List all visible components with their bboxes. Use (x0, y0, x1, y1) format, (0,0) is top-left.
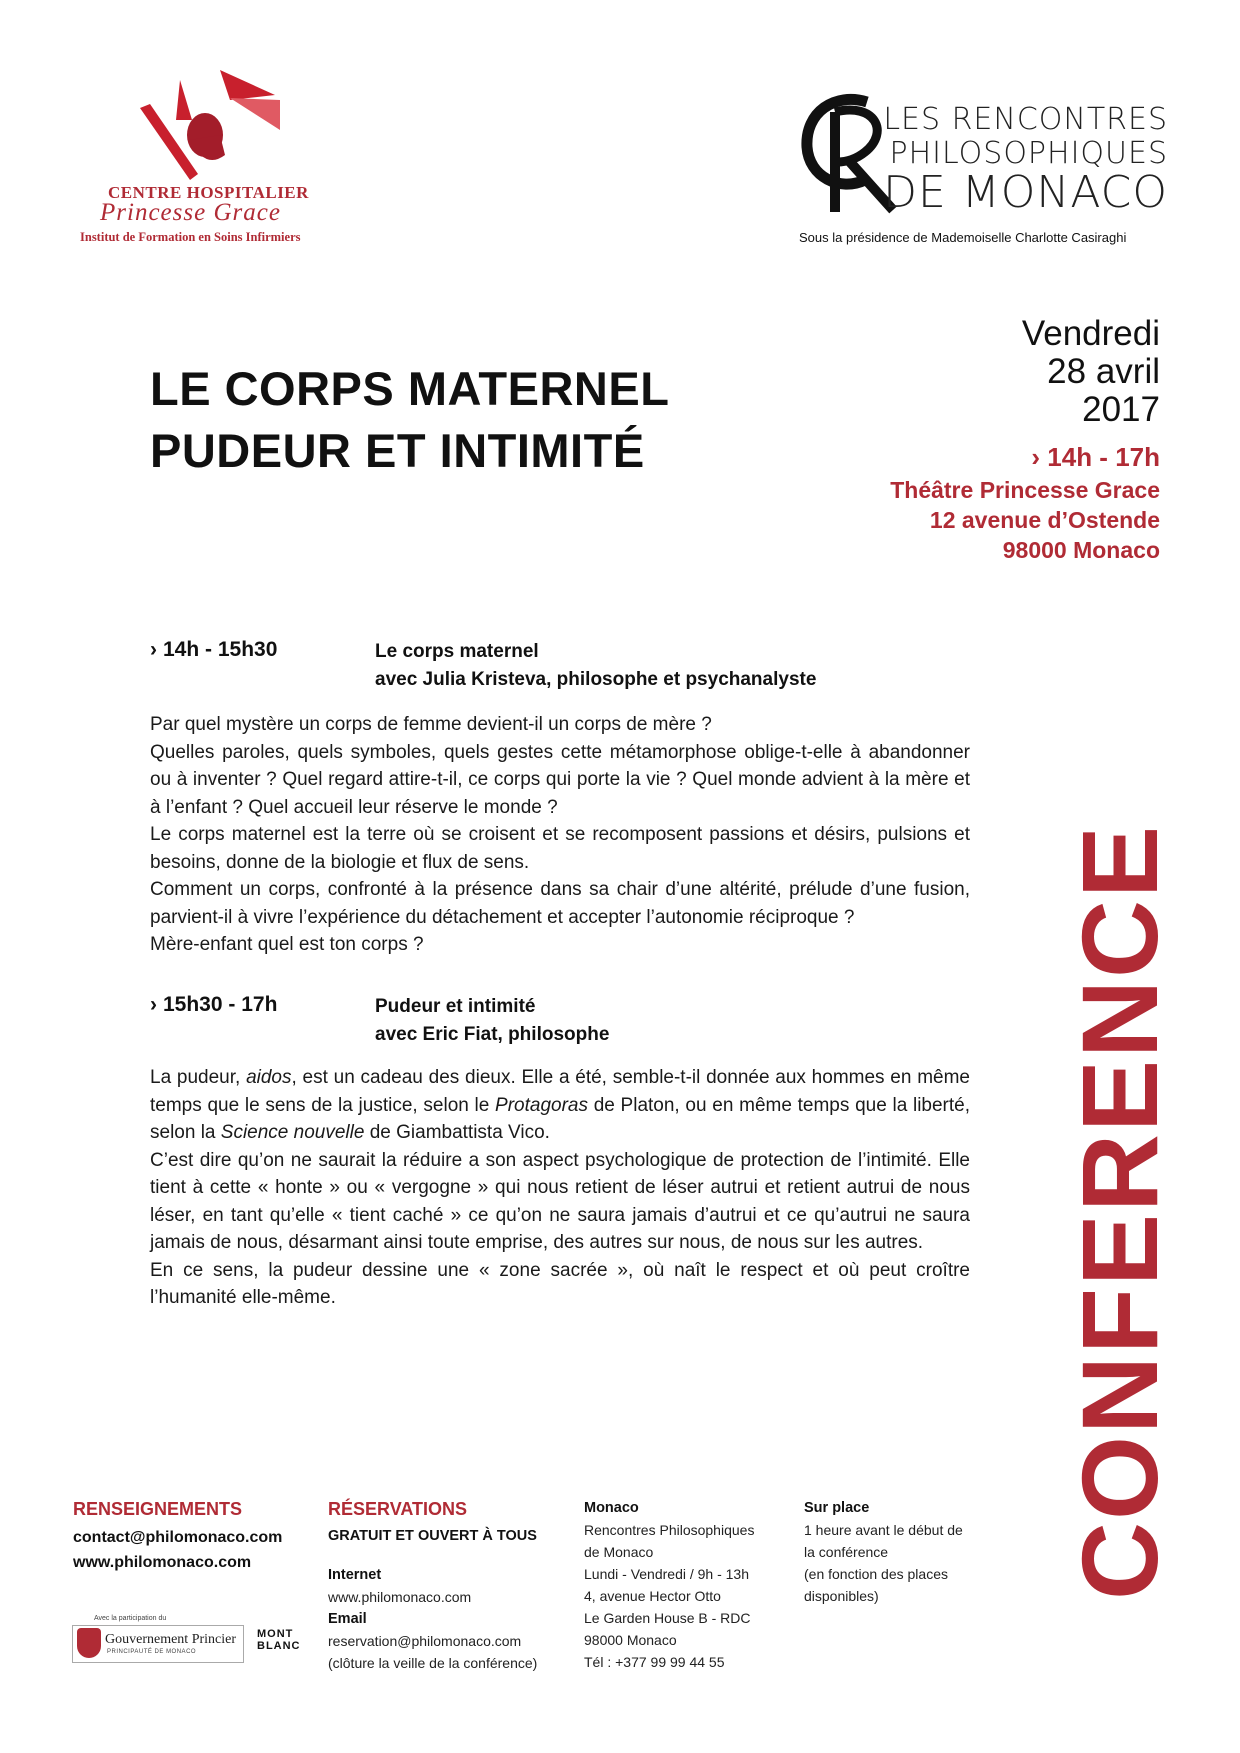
onsite-heading: Sur place (804, 1500, 870, 1516)
gov-logo (72, 1615, 242, 1661)
chpg-line1: CENTRE HOSPITALIER (108, 183, 309, 202)
session1-time-row (150, 638, 277, 662)
montblanc-line1: MONT (257, 1628, 294, 1640)
session1-speaker: avec Julia Kristeva, philosophe et psychanalyste (375, 669, 817, 690)
onsite-line: 1 heure avant le début de (804, 1522, 963, 1538)
chevron-right-icon: › (150, 638, 157, 661)
reservations-heading: RÉSERVATIONS (328, 1499, 468, 1519)
session1-text (150, 711, 970, 959)
title-line1: LE CORPS MATERNEL (150, 362, 670, 415)
session2-time-row (150, 993, 277, 1017)
chpg-logo (80, 60, 340, 260)
event-time-row (760, 439, 1160, 475)
onsite-line: disponibles) (804, 1588, 879, 1604)
session2-p1-c: de Platon, ou en même temps que la liberté, selon la (150, 1094, 971, 1143)
monaco-crest-icon (77, 1628, 101, 1658)
monaco-line: de Monaco (584, 1544, 654, 1560)
title-line2: PUDEUR ET INTIMITÉ (150, 424, 645, 477)
session1-topic: Le corps maternel (375, 641, 539, 662)
session2-p1-b: , est un cadeau des dieux. Elle a été, semble-t-il donnée aux hommes en même temps que le sens de la justice, selon le (150, 1067, 970, 1116)
gov-sub: PRINCIPAUTÉ DE MONACO (107, 1649, 197, 1655)
session1-p1: Par quel mystère un corps de femme devient-il un corps de mère ? (150, 714, 712, 735)
reservation-email[interactable]: reservation@philomonaco.com (328, 1633, 522, 1649)
onsite-line: la conférence (804, 1544, 889, 1560)
session2-text (150, 1064, 970, 1312)
email-note: (clôture la veille de la conférence) (328, 1655, 538, 1671)
event-time: 14h - 17h (1047, 442, 1160, 472)
session1-p2: Quelles paroles, quels symboles, quels gestes cette métamorphose oblige-t-elle à abandonner ou à inventer ? Quel regard attire-t-il, ce corps qui porte la vie ? Quel monde advient à la mère et à l’enfant ? Quel accueil leur réserve le monde ? (150, 741, 970, 818)
event-city: 98000 Monaco (1002, 537, 1160, 563)
event-year: 2017 (1082, 390, 1160, 429)
footer-info (73, 1497, 303, 1575)
footer-monaco (584, 1497, 794, 1673)
monaco-heading: Monaco (584, 1500, 639, 1516)
info-heading: RENSEIGNEMENTS (73, 1499, 243, 1519)
chevron-right-icon: › (1031, 442, 1041, 472)
monaco-phone: Tél : +377 99 99 44 55 (584, 1654, 725, 1670)
event-info (760, 315, 1160, 565)
chpg-line2: Princesse Grace (100, 199, 281, 226)
gov-box (72, 1625, 244, 1663)
chpg-line3: Institut de Formation en Soins Infirmiers (80, 230, 301, 244)
session2-speaker: avec Eric Fiat, philosophe (375, 1024, 610, 1045)
footer-reservations (328, 1497, 568, 1674)
rpm-line1: LES RENCONTRES (883, 102, 1168, 137)
session1-p5: Mère-enfant quel est ton corps ? (150, 934, 424, 955)
session2-p1-protagoras: Protagoras (495, 1094, 588, 1116)
internet-url[interactable]: www.philomonaco.com (328, 1589, 472, 1605)
event-address: 12 avenue d’Ostende (929, 507, 1160, 533)
page-title (150, 358, 669, 482)
session2-p1-a: La pudeur, (150, 1067, 247, 1088)
event-day: Vendredi (1021, 314, 1160, 353)
session2-p1-d: de Giambattista Vico. (364, 1122, 550, 1143)
session2-topic: Pudeur et intimité (375, 996, 536, 1017)
gov-caption: Avec la participation du (94, 1615, 167, 1622)
onsite-line: (en fonction des places (804, 1566, 948, 1582)
rpm-subtitle: Sous la présidence de Mademoiselle Charlotte Casiraghi (799, 230, 1127, 245)
rpm-logo (795, 92, 1180, 252)
info-web[interactable]: www.philomonaco.com (73, 1554, 252, 1571)
monaco-line: Le Garden House B - RDC (584, 1610, 751, 1626)
gov-name: Gouvernement Princier (105, 1632, 237, 1647)
session1-p3: Le corps maternel est la terre où se croisent et se recomposent passions et désirs, pulsions et besoins, donne de la biologie et flux de sens. (150, 824, 970, 873)
session2-p2: C’est dire qu’on ne saurait la réduire a son aspect psychologique de protection de l’intimité. Elle tient à cette « honte » ou « vergogne » qui nous retient de léser autrui et retient autrui de nous léser, en tant qu’elle « tient caché » ce qu’on ne saura jamais d’autrui et ce qu’autrui ne saura jamais de nous, désarmant ainsi toute emprise, des autres sur nous, de nous sur les autres. (150, 1149, 970, 1253)
montblanc-line2: BLANC (257, 1640, 301, 1652)
email-label: Email (328, 1611, 367, 1627)
chpg-emblem-icon (80, 60, 340, 185)
session1-p4: Comment un corps, confronté à la présence dans sa chair d’une altérité, prélude d’une fusion, parvient-il à vivre l’expérience du détachement et accepter l’autonomie réciproque ? (150, 879, 970, 928)
session2-p1-aidos: aidos (246, 1067, 292, 1088)
rpm-line2: PHILOSOPHIQUES (889, 136, 1168, 171)
session1-topic-block (375, 638, 816, 694)
internet-label: Internet (328, 1567, 382, 1583)
session2-p1 (150, 1064, 970, 1147)
session2-p3: En ce sens, la pudeur dessine une « zone sacrée », où naît le respect et où peut croître l’humanité elle-même. (150, 1259, 970, 1308)
monaco-line: 98000 Monaco (584, 1632, 677, 1648)
footer-onsite (804, 1497, 1004, 1607)
chevron-right-icon: › (150, 993, 157, 1016)
event-venue: Théâtre Princesse Grace (890, 477, 1160, 503)
conference-label: CONFERENCE (1059, 823, 1180, 1600)
monaco-line: Rencontres Philosophiques (584, 1522, 755, 1538)
montblanc-logo (257, 1628, 307, 1652)
session2-time: 15h30 - 17h (163, 993, 278, 1016)
session2-topic-block (375, 993, 609, 1049)
monaco-line: Lundi - Vendredi / 9h - 13h (584, 1566, 750, 1582)
rpm-line3: DE MONACO (883, 167, 1168, 218)
session2-p1-science: Science nouvelle (220, 1122, 365, 1143)
info-email[interactable]: contact@philomonaco.com (73, 1529, 283, 1546)
monaco-line: 4, avenue Hector Otto (584, 1588, 721, 1604)
event-date: 28 avril (1047, 352, 1160, 391)
session1-time: 14h - 15h30 (163, 638, 278, 661)
reservations-note: GRATUIT ET OUVERT À TOUS (328, 1528, 537, 1544)
